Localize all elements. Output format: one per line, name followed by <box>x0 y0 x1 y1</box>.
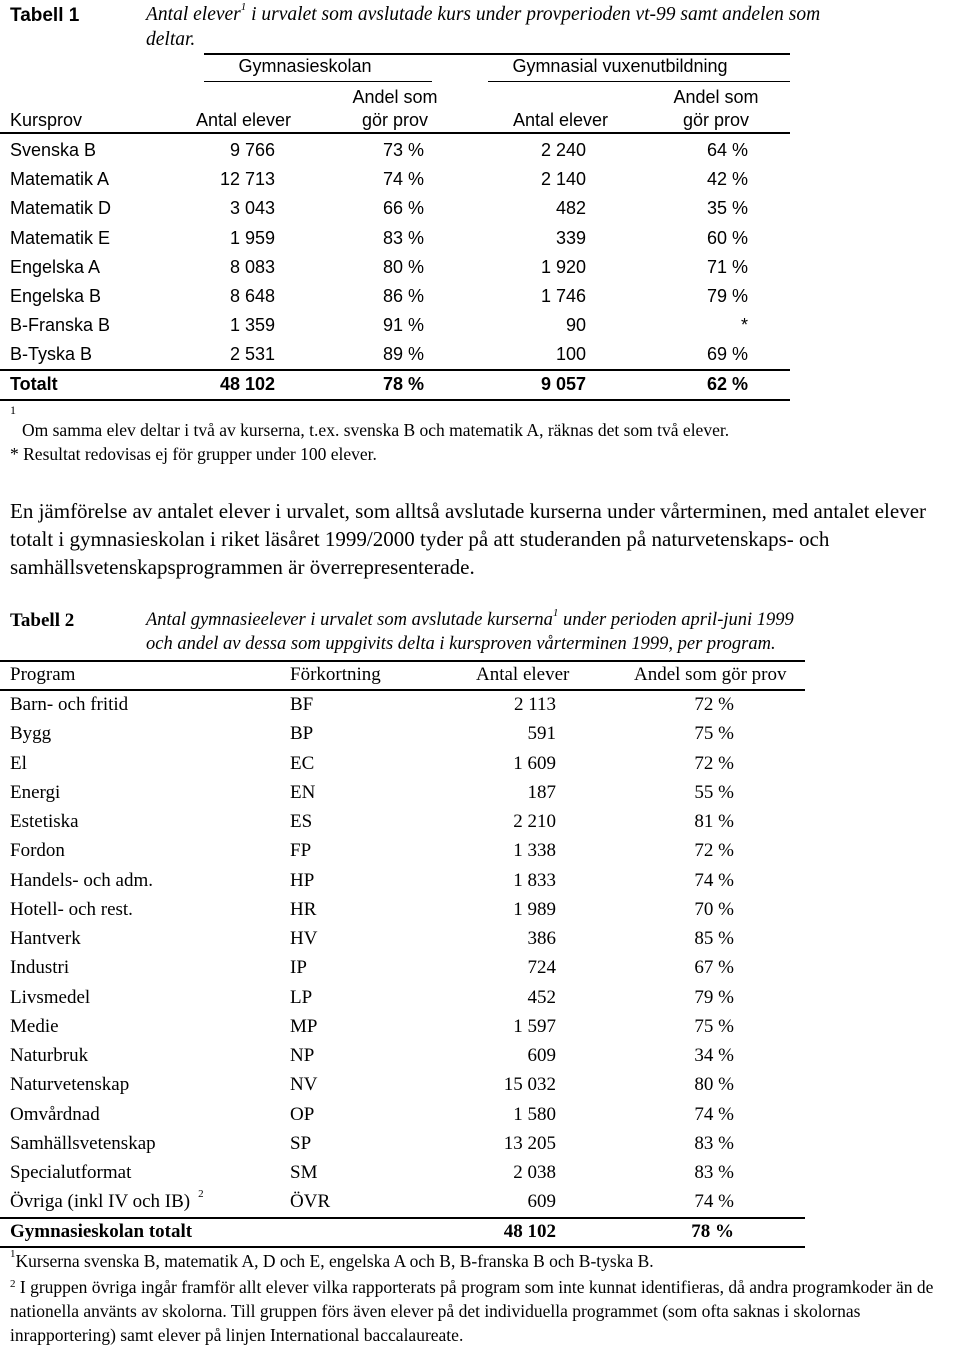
table2-cell-count: 1 580 <box>513 1103 556 1125</box>
table2-cell-abbr: IP <box>290 957 307 979</box>
table2-cell-program: Hantverk <box>10 928 81 949</box>
table2-cell-abbr: FP <box>290 840 312 862</box>
table2-cell-program: Samhällsvetenskap <box>10 1132 156 1154</box>
table1-cell-g-count: 9 766 <box>229 140 275 160</box>
table2-cell-program: Industri <box>10 957 70 979</box>
table2-cell-share: 75 % <box>694 723 734 745</box>
table2-cell-share: 75 % <box>694 1015 734 1037</box>
table2-cell-share: 80 % <box>694 1074 734 1096</box>
table2-total-share: 78 % <box>691 1221 734 1242</box>
table2-cell-program: Hotell- och rest. <box>10 898 133 920</box>
table2-cell-count: 2 038 <box>513 1162 556 1183</box>
table1-cell-v-count: 100 <box>555 344 586 365</box>
table2-cell-program: Omvårdnad <box>10 1103 100 1125</box>
table1-cell-g-count: 12 713 <box>219 169 275 190</box>
table1-cell-v-count: 2 240 <box>540 140 586 160</box>
table2-cell-abbr: BP <box>290 723 314 745</box>
table2-cell-abbr: ÖVR <box>290 1191 331 1213</box>
table2-footnote2: $^2$ I gruppen övriga ingår framför allt elever vilka rapporterats på program som inte kunnat identifieras, då andra programkoder än de nationella använts av skolorna. Till gruppen förs även elever på det individuella programmet (som ofta saknas i skolornas inrapportering) samt elever på linjen International baccalaureate. <box>10 1277 934 1345</box>
table2-cell-program: Bygg <box>10 723 52 745</box>
table1-cell-g-count: 2 531 <box>229 344 275 365</box>
table2-cell-program: Handels- och adm. <box>10 869 153 891</box>
table2-cell-share: 72 % <box>694 840 734 862</box>
table2-top-rule <box>0 660 805 662</box>
table1-cell-g-share: 66 % <box>382 198 424 219</box>
table1-cell-course: Matematik D <box>10 198 112 219</box>
table2-cell-count: 13 205 <box>503 1132 556 1154</box>
table1-cell-g-share: 73 % <box>382 140 424 160</box>
table2-cell-share: 85 % <box>694 928 734 949</box>
table2-caption: Antal gymnasieelever i urvalet som avslutade kurserna$^1$ under perioden april-juni 1999 <box>146 607 794 630</box>
table1-cell-g-count: 8 648 <box>229 286 275 306</box>
table1-cell-v-share: 79 % <box>706 286 748 306</box>
table1-cell-course: B-Franska B <box>10 315 111 336</box>
table2-cell-abbr: LP <box>290 986 313 1008</box>
table2-cell-program: Estetiska <box>10 811 79 832</box>
table1-cell-g-share: 86 % <box>382 286 424 306</box>
table2-cell-program: Barn- och fritid <box>10 694 129 715</box>
table1-cell-g-count: 1 359 <box>229 315 275 336</box>
table2-cell-program: Energi <box>10 781 61 803</box>
table2-cell-share: 74 % <box>694 869 734 891</box>
table2-cell-count: 1 597 <box>513 1015 556 1037</box>
table2-cell-abbr: BF <box>290 694 314 715</box>
table1-total-g-share: 78 % <box>382 374 424 394</box>
table2-cell-share: 79 % <box>694 986 734 1008</box>
table2-header-share: Andel som gör prov <box>634 664 787 685</box>
table1-footnote2: * Resultat redovisas ej för grupper under 100 elever. <box>10 444 377 464</box>
table2-cell-count: 386 <box>527 928 556 949</box>
table1-caption-line2: deltar. <box>146 29 196 50</box>
table2-cell-count: 15 032 <box>503 1074 556 1096</box>
table2-cell-share: 81 % <box>694 811 734 832</box>
table2-cell-share: 74 % <box>694 1191 734 1213</box>
table2-cell-abbr: HR <box>290 898 317 920</box>
table1-bottom-rule <box>0 399 790 401</box>
table2-caption-line2: och andel av dessa som uppgivits delta i kursproven vårterminen 1999, per program. <box>146 634 776 654</box>
table2-cell-count: 1 833 <box>513 869 556 891</box>
table1-cell-g-count: 1 959 <box>229 227 275 248</box>
table2-cell-share: 72 % <box>694 694 734 715</box>
table2-cell-share: 74 % <box>694 1103 734 1125</box>
table1-group1-rule <box>204 81 432 82</box>
table1-cell-course: Matematik E <box>10 227 111 248</box>
table1-footnote1: Om samma elev deltar i två av kurserna, t.ex. svenska B och matematik A, räknas det som två elever. <box>22 420 730 440</box>
table1-total-v-share: 62 % <box>706 374 748 394</box>
table2-cell-abbr: SP <box>290 1132 312 1154</box>
table1-cell-course: Svenska B <box>10 140 97 160</box>
table2-cell-abbr: MP <box>290 1015 318 1037</box>
table1-cell-g-share: 74 % <box>382 169 424 190</box>
table2-header-program: Program <box>10 664 76 685</box>
table2-cell-count: 609 <box>527 1191 556 1213</box>
table2-total-label: Gymnasieskolan totalt <box>10 1221 193 1242</box>
table1-cell-course: Engelska A <box>10 256 101 277</box>
table1-footnote-mark: 1 <box>10 403 16 417</box>
table1-caption: Antal elever$^1$ i urvalet som avslutade kurs under provperioden vt-99 samt andelen som <box>146 1 821 25</box>
table1-cell-g-share: 91 % <box>382 315 424 336</box>
table2-cell-abbr: HP <box>290 869 315 891</box>
table2-cell-program: Naturbruk <box>10 1045 89 1066</box>
table2-cell-program: Fordon <box>10 840 65 862</box>
table1-total-g-count: 48 102 <box>219 374 275 394</box>
table2-cell-program: El <box>10 752 27 774</box>
table2-cell-program: Livsmedel <box>10 986 91 1008</box>
table1-cell-v-share: 64 % <box>706 140 748 160</box>
table2-cell-count: 591 <box>527 723 556 745</box>
table1-cell-v-share: 71 % <box>706 256 748 277</box>
table1-header-v-share: Andel som gör prov <box>673 87 759 130</box>
table2-label: Tabell 2 <box>10 610 75 631</box>
table1-cell-course: B-Tyska B <box>10 344 93 365</box>
table1-cell-v-count: 1 920 <box>540 256 586 277</box>
table2-cell-abbr: EN <box>290 781 316 803</box>
table2-cell-count: 2 113 <box>513 694 556 715</box>
table1-header-rule <box>0 132 790 134</box>
table1-cell-course: Matematik A <box>10 169 110 190</box>
table2-cell-program: Naturvetenskap <box>10 1074 130 1096</box>
table2-cell-program: Specialutformat <box>10 1162 132 1183</box>
table1-total-v-count: 9 057 <box>540 374 586 394</box>
table1-cell-v-count: 482 <box>555 198 586 219</box>
table1-top-rule <box>204 53 790 55</box>
table1-cell-v-share: 60 % <box>706 227 748 248</box>
table1-cell-v-share: 69 % <box>706 344 748 365</box>
table2-cell-count: 609 <box>527 1045 556 1066</box>
table2-cell-share: 55 % <box>694 781 734 803</box>
table2-cell-abbr: HV <box>290 928 318 949</box>
table2-cell-abbr: ES <box>290 811 313 832</box>
table1-cell-v-count: 2 140 <box>540 169 586 190</box>
table2-cell-abbr: NV <box>290 1074 318 1096</box>
table2-cell-share: 72 % <box>694 752 734 774</box>
table1-group-vux: Gymnasial vuxenutbildning <box>512 56 728 76</box>
table1-header-g-count: Antal elever <box>195 110 291 130</box>
table1-cell-v-share: 35 % <box>706 198 748 219</box>
table1-cell-g-count: 3 043 <box>229 198 275 219</box>
table2-cell-count: 187 <box>527 781 556 803</box>
table1-cell-v-share: 42 % <box>706 169 748 190</box>
table2-header-count: Antal elever <box>476 664 570 685</box>
table2-cell-share: 70 % <box>694 898 734 920</box>
table2-cell-count: 1 609 <box>513 752 556 774</box>
table2-cell-count: 1 989 <box>513 898 556 920</box>
table1-cell-g-share: 83 % <box>382 227 424 248</box>
table1-cell-g-share: 80 % <box>382 256 424 277</box>
table2-cell-count: 452 <box>527 986 556 1008</box>
table2-cell-count: 724 <box>527 957 556 979</box>
table1-cell-v-share: * <box>740 315 748 336</box>
table1-group-gymnasieskolan: Gymnasieskolan <box>238 56 372 76</box>
table1-cell-g-share: 89 % <box>382 344 424 365</box>
table1-cell-v-count: 90 <box>565 315 586 336</box>
table2-cell-share: 34 % <box>694 1045 734 1066</box>
table2-cell-program: Medie <box>10 1015 59 1037</box>
table2-total-top-rule <box>0 1217 805 1219</box>
table2-bottom-rule <box>0 1246 805 1248</box>
table1-header-g-share: Andel som gör prov <box>352 87 438 130</box>
table2-cell-share: 83 % <box>694 1132 734 1154</box>
table1-cell-v-count: 1 746 <box>540 286 586 306</box>
table1-cell-g-count: 8 083 <box>229 256 275 277</box>
body-paragraph: En jämförelse av antalet elever i urvalet, som alltså avslutade kurserna under vårterminen, med antalet elever totalt i gymnasieskolan i riket läsåret 1999/2000 tyder på att studeranden på naturvetenskaps- och samhällsvetenskapsprogrammen är överrepresenterade. <box>10 499 927 579</box>
table1-label: Tabell 1 <box>10 5 80 26</box>
table2-header-abbr: Förkortning <box>290 664 381 685</box>
table1-header-v-count: Antal elever <box>512 110 608 130</box>
table1-total-top-rule <box>0 369 790 371</box>
table2-header-rule <box>0 689 805 691</box>
table1-cell-v-count: 339 <box>555 227 586 248</box>
table1-group2-rule <box>488 81 790 82</box>
table2-cell-abbr: EC <box>290 752 315 774</box>
table1-cell-course: Engelska B <box>10 286 102 306</box>
table2-cell-abbr: SM <box>290 1162 318 1183</box>
table2-cell-count: 2 210 <box>513 811 556 832</box>
table2-cell-share: 67 % <box>694 957 734 979</box>
table1-total-label: Totalt <box>10 374 58 394</box>
table2-total-count: 48 102 <box>503 1221 556 1242</box>
table2-cell-share: 83 % <box>694 1162 734 1183</box>
table2-cell-abbr: NP <box>290 1045 315 1066</box>
table2-footnote1: $^1$Kurserna svenska B, matematik A, D och E, engelska A och B, B-franska B och B-tyska B. <box>10 1248 654 1271</box>
table2-cell-abbr: OP <box>290 1103 315 1125</box>
table2-cell-count: 1 338 <box>513 840 556 862</box>
table2-cell-program: Övriga (inkl IV och IB) $^2$ <box>10 1188 204 1213</box>
table1-header-course: Kursprov <box>10 110 83 130</box>
